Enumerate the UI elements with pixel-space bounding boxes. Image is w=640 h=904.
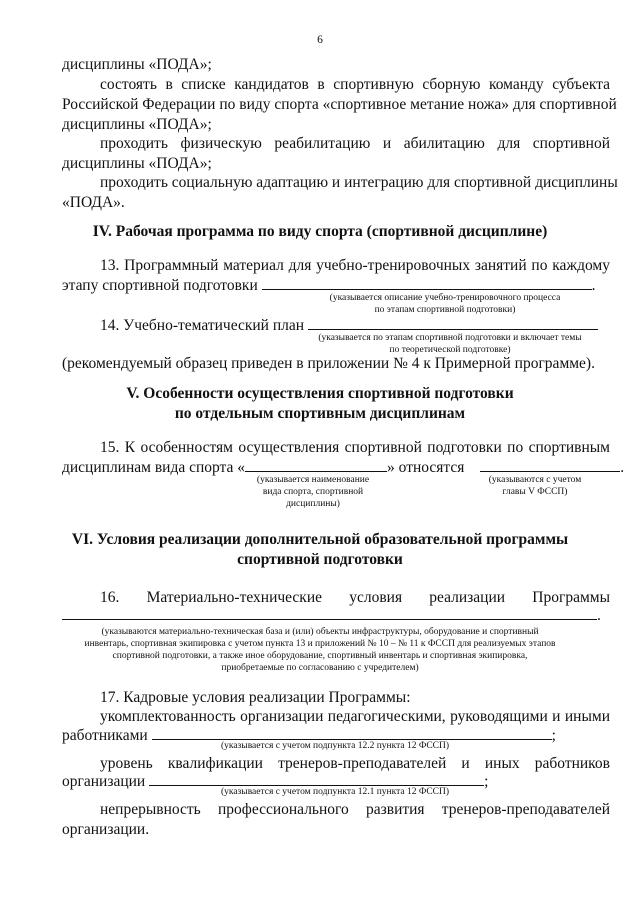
paragraph-15-text: дисциплинам вида спорта « — [62, 459, 246, 476]
field-caption: спортивной подготовки, а также иное оборудование, спортивный инвентарь и спортивная экипировка, — [112, 651, 528, 661]
paragraph-17-line: укомплектованность организации педагогическими, руководящими и иными — [100, 708, 610, 725]
paragraph-17-line: 17. Кадровые условия реализации Программы: — [100, 689, 411, 706]
text-line: (рекомендуемый образец приведен в приложении № 4 к Примерной программе). — [62, 355, 595, 372]
paragraph-15-text: » относятся — [387, 459, 465, 476]
line-end-punct: . — [591, 277, 596, 294]
field-caption: (указывается по этапам спортивной подготовки и включает темы — [318, 333, 582, 343]
fill-in-blank[interactable] — [308, 316, 598, 330]
fill-in-blank[interactable] — [62, 606, 597, 620]
section-heading-vi: VI. Условия реализации дополнительной образовательной программы — [71, 531, 569, 548]
paragraph-16-line — [62, 606, 610, 626]
paragraph-17-text: работниками — [62, 727, 148, 744]
field-caption: по теоретической подготовке) — [389, 345, 511, 355]
fill-in-blank-sport[interactable] — [245, 458, 387, 472]
paragraph-13-text: этапу спортивной подготовки — [62, 277, 258, 294]
text-line: Российской Федерации по виду спорта «спортивное метание ножа» для спортивной — [62, 96, 617, 113]
text-line: состоять в списке кандидатов в спортивную сборную команду субъекта — [100, 76, 610, 93]
fill-in-blank-features[interactable] — [480, 458, 620, 472]
text-line: дисциплины «ПОДА»; — [62, 155, 212, 172]
fill-in-blank-qualification[interactable] — [149, 772, 484, 786]
field-caption: вида спорта, спортивной — [262, 487, 364, 497]
paragraph-15-line: 15. К особенностям осуществления спортивной подготовки по спортивным — [100, 439, 610, 456]
paragraph-14-text: 14. Учебно-тематический план — [100, 317, 305, 334]
field-caption: (указывается с учетом подпункта 12.1 пункта 12 ФССП) — [220, 787, 450, 797]
section-heading-v: V. Особенности осуществления спортивной подготовки — [126, 385, 514, 402]
text-line: дисциплины «ПОДА»; — [62, 116, 212, 133]
paragraph-13-line: 13. Программный материал для учебно-тренировочных занятий по каждому — [100, 257, 610, 274]
paragraph-17-line: непрерывность профессионального развития тренеров-преподавателей — [100, 801, 610, 818]
line-end-punct: . — [620, 459, 625, 476]
line-end-punct: ; — [484, 773, 489, 790]
paragraph-17-line: организации. — [62, 821, 150, 838]
line-end-punct: ; — [551, 727, 556, 744]
field-caption: (указывается с учетом подпункта 12.2 пункта 12 ФССП) — [220, 741, 450, 751]
field-caption: дисциплины) — [286, 499, 340, 509]
field-caption: (указывается описание учебно-тренировочного процесса — [329, 293, 561, 303]
field-caption: по этапам спортивной подготовки) — [374, 305, 516, 315]
section-heading-vi: спортивной подготовки — [237, 551, 403, 568]
text-line: проходить физическую реабилитацию и абилитацию для спортивной — [100, 135, 610, 152]
page-number: 6 — [317, 34, 323, 46]
text-line: проходить социальную адаптацию и интеграцию для спортивной дисциплины — [100, 174, 618, 191]
text-line: дисциплины «ПОДА»; — [62, 56, 212, 73]
paragraph-16-line: 16. Материально-технические условия реализации Программы — [100, 589, 610, 606]
section-heading-v: по отдельным спортивным дисциплинам — [174, 405, 466, 422]
field-caption: (указывается наименование — [256, 475, 370, 485]
field-caption: (указываются с учетом — [488, 475, 582, 485]
paragraph-17-line: уровень квалификации тренеров-преподавателей и иных работников — [100, 755, 610, 772]
line-end-punct: . — [597, 607, 601, 624]
paragraph-17-text: организации — [62, 773, 146, 790]
fill-in-blank-staffing[interactable] — [152, 726, 552, 740]
fill-in-blank[interactable] — [262, 276, 592, 290]
section-heading-iv: IV. Рабочая программа по виду спорта (спортивной дисциплине) — [92, 223, 548, 240]
field-caption: приобретаемые по согласованию с учредителем) — [221, 663, 419, 673]
field-caption: (указываются материально-техническая база и (или) объекты инфраструктуры, оборудование и спортивный — [101, 627, 539, 637]
field-caption: главы V ФССП) — [502, 487, 568, 497]
field-caption: инвентарь, спортивная экипировка с учетом пункта 13 и приложений № 10 – № 11 к ФССП для реализуемых этапов — [84, 639, 556, 649]
text-line: «ПОДА». — [62, 194, 125, 211]
